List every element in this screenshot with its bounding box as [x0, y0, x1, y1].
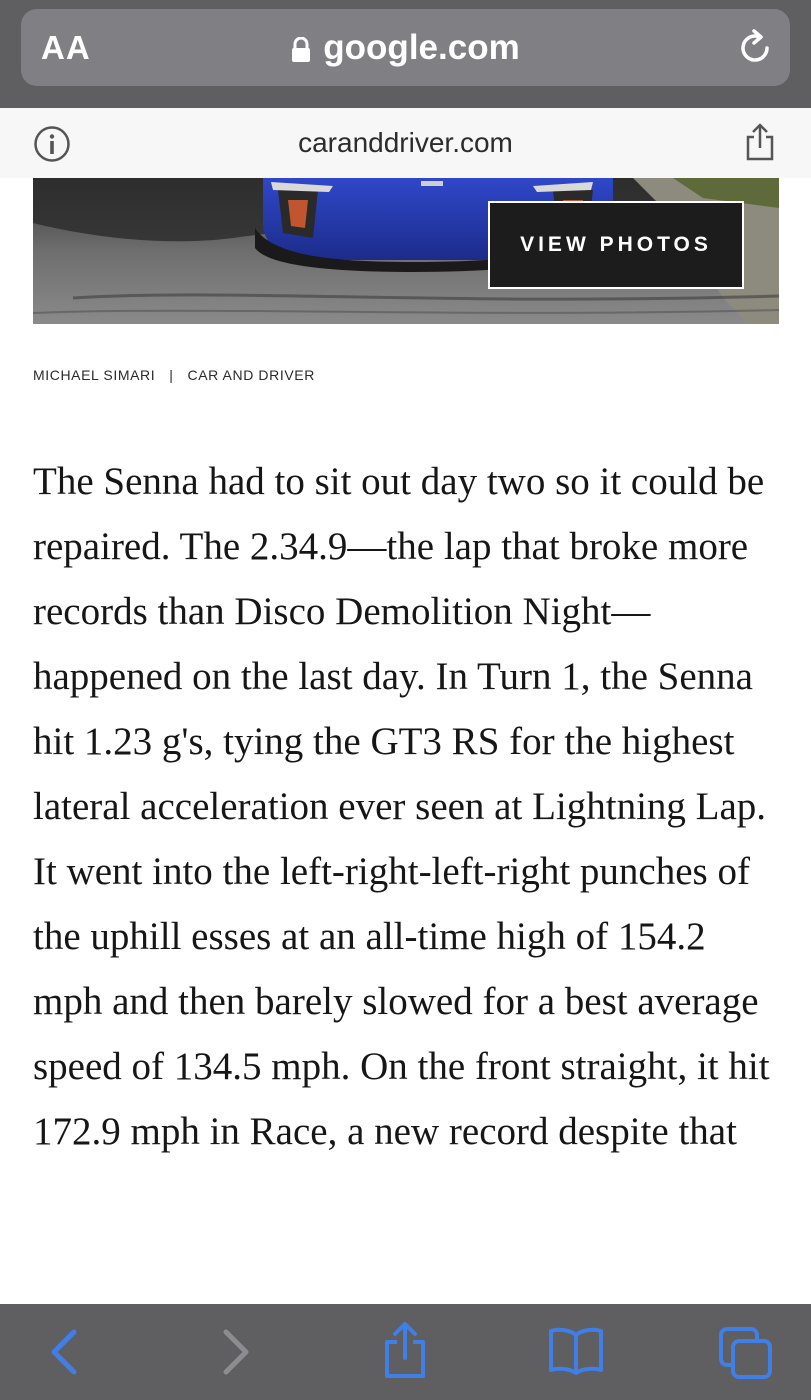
site-info-bar [0, 108, 811, 178]
lock-icon [291, 31, 311, 73]
article-paragraph: The Senna had to sit out day two so it could be repaired. The 2.34.9—the lap that broke more records than Disco Demolition Night—happened on the last day. In Turn 1, the Senna hit 1.23 g's, tying the GT3 RS for the highest lateral acceleration ever seen at Lightning Lap. It went into the left-right-left-right punches of the uphill esses at an all-time high of 154.2 mph and then barely slowed for a best average speed of 134.5 mph. On the front straight, it hit 172.9 mph in Race, a new record despite that [33, 460, 770, 1153]
view-photos-button[interactable]: VIEW PHOTOS [488, 201, 744, 289]
bookmarks-icon[interactable] [547, 1326, 605, 1381]
photo-credit [33, 366, 315, 384]
address-bar[interactable] [21, 9, 790, 86]
text-size-label: AA [41, 29, 91, 66]
browser-bottom-toolbar [0, 1304, 811, 1400]
reload-icon[interactable] [736, 29, 774, 72]
forward-icon[interactable] [220, 1326, 254, 1383]
photo-author: MICHAEL SIMARI [33, 367, 156, 383]
url-domain: google.com [323, 28, 520, 67]
photo-source: CAR AND DRIVER [187, 367, 315, 383]
url-display[interactable] [21, 27, 790, 73]
share-icon[interactable] [745, 122, 775, 167]
site-name[interactable]: caranddriver.com [298, 127, 513, 158]
tabs-icon[interactable] [718, 1326, 774, 1385]
back-icon[interactable] [46, 1326, 80, 1383]
browser-top-bar [0, 0, 811, 108]
share-icon[interactable] [382, 1320, 428, 1385]
byline-separator: | [169, 367, 174, 383]
